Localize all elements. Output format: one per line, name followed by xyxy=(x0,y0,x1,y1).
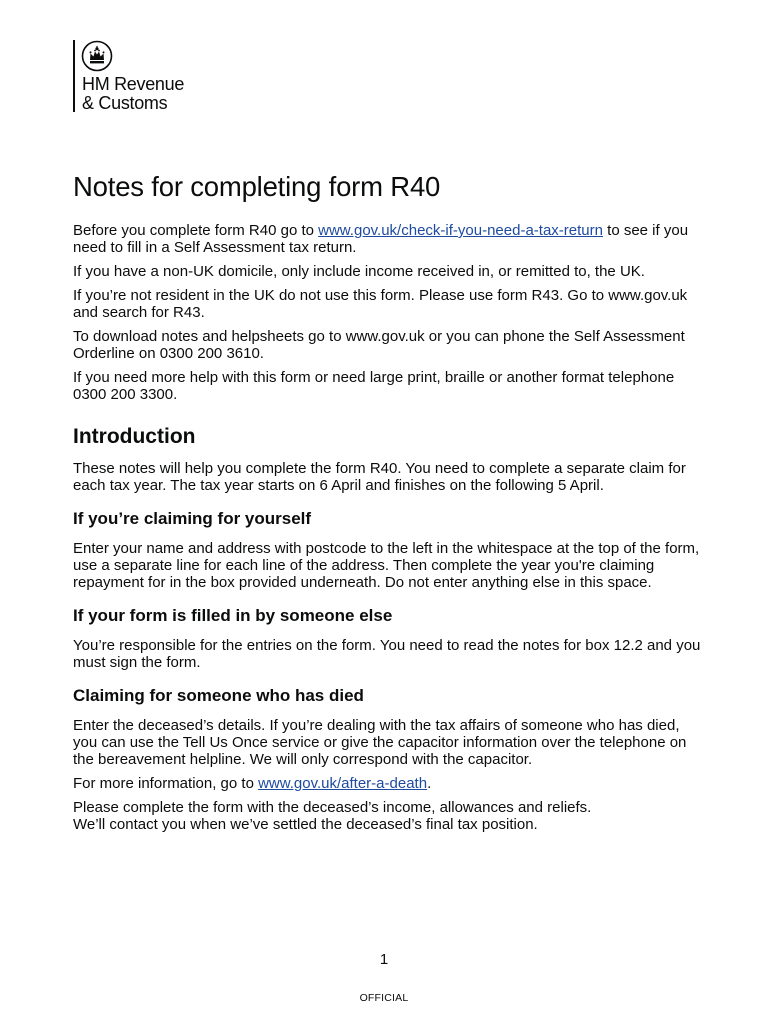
paragraph-more-help: If you need more help with this form or need large print, braille or another format telephone 0300 200 3300. xyxy=(73,369,675,403)
after-a-death-link[interactable]: www.gov.uk/after-a-death xyxy=(258,775,428,792)
paragraph-non-uk-domicile: If you have a non-UK domicile, only include income received in, or remitted to, the UK. xyxy=(73,263,645,280)
paragraph-text: to see if you need to fill in a Self Assessment tax return. xyxy=(73,222,689,256)
logo-divider-bar xyxy=(73,40,75,112)
claiming-for-yourself-text: Enter your name and address with postcode to the left in the whitespace at the top of the form, use a separate line for each line of the address. Then complete the year you're claiming repayment for in the box provided underneath. Do not enter anything else in this space. xyxy=(73,540,700,591)
paragraph-not-resident: If you’re not resident in the UK do not use this form. Please use form R43. Go to www.gov.uk and search for R43. xyxy=(73,287,688,321)
hmrc-logo xyxy=(73,40,213,112)
royal-crown-crest-icon xyxy=(81,40,113,72)
someone-who-has-died-heading: Claiming for someone who has died xyxy=(73,686,364,705)
paragraph-check-tax-return xyxy=(73,222,703,256)
logo-line-2: & Customs xyxy=(82,93,168,113)
security-classification: OFFICIAL xyxy=(359,992,409,1004)
filled-by-someone-else-heading: If your form is filled in by someone else xyxy=(73,606,393,625)
introduction-heading: Introduction xyxy=(73,425,196,448)
page-title: Notes for completing form R40 xyxy=(73,171,441,202)
paragraph-text: Before you complete form R40 go to xyxy=(73,222,319,239)
deceased-income-line-2: We’ll contact you when we’ve settled the deceased’s final tax position. xyxy=(73,816,538,833)
document-body xyxy=(73,170,703,840)
check-tax-return-link[interactable]: www.gov.uk/check-if-you-need-a-tax-return xyxy=(318,222,603,239)
logo-wordmark xyxy=(82,75,184,113)
paragraph-text: . xyxy=(427,775,432,792)
claiming-for-yourself-heading: If you’re claiming for yourself xyxy=(73,509,312,528)
deceased-income-line-1: Please complete the form with the deceased’s income, allowances and reliefs. xyxy=(73,799,592,816)
paragraph-download-notes: To download notes and helpsheets go to www.gov.uk or you can phone the Self Assessment Orderline on 0300 200 3610. xyxy=(73,328,685,362)
paragraph-more-information xyxy=(73,775,703,792)
deceased-details-text: Enter the deceased’s details. If you’re dealing with the tax affairs of someone who has died, you can use the Tell Us Once service or give the capacitor information over the telephone on the bereavement helpline. We will only correspond with the capacitor. xyxy=(73,717,687,768)
page-number: 1 xyxy=(379,951,389,968)
logo-line-1: HM Revenue xyxy=(82,74,185,94)
paragraph-deceased-income xyxy=(73,799,703,833)
introduction-text: These notes will help you complete the form R40. You need to complete a separate claim for each tax year. The tax year starts on 6 April and finishes on the following 5 April. xyxy=(73,460,686,494)
filled-by-someone-else-text: You’re responsible for the entries on the form. You need to read the notes for box 12.2 and you must sign the form. xyxy=(73,637,701,671)
paragraph-text: For more information, go to xyxy=(73,775,259,792)
